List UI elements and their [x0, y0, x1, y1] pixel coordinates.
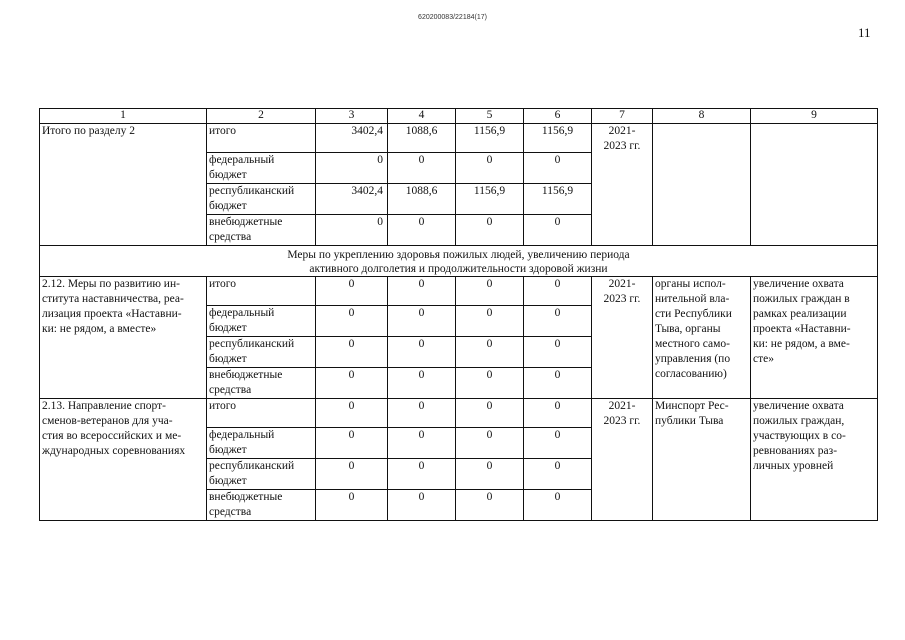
value-2023: 0	[524, 490, 592, 521]
measure-name: 2.12. Меры по развитию ин- ститута наставничества, реа- лизация проекта «Наставни- ки: не рядом, а вместе»	[40, 277, 207, 399]
value-total: 0	[316, 306, 388, 337]
total-name: Итого по разделу 2	[40, 124, 207, 246]
value-2023: 0	[524, 277, 592, 306]
executor: органы испол- нительной вла- сти Республики Тыва, органы местного само- управления (по согласованию)	[653, 277, 751, 399]
value-2021: 1088,6	[388, 184, 456, 215]
value-2021: 0	[388, 490, 456, 521]
column-number: 6	[524, 109, 592, 124]
value-2023: 0	[524, 306, 592, 337]
value-2022: 0	[456, 368, 524, 399]
column-numbers-row	[40, 109, 878, 124]
executor	[653, 124, 751, 246]
page-number: 11	[858, 25, 871, 40]
value-2022: 0	[456, 153, 524, 184]
value-total: 3402,4	[316, 184, 388, 215]
value-2021: 0	[388, 368, 456, 399]
value-2022: 1156,9	[456, 184, 524, 215]
value-2021: 1088,6	[388, 124, 456, 153]
column-number: 1	[40, 109, 207, 124]
value-total: 0	[316, 277, 388, 306]
column-number: 4	[388, 109, 456, 124]
value-total: 0	[316, 337, 388, 368]
document-code: 620200083/22184(17)	[418, 14, 487, 21]
table-row	[40, 277, 878, 306]
value-2023: 1156,9	[524, 124, 592, 153]
funding-source: итого	[207, 399, 316, 428]
value-2023: 0	[524, 153, 592, 184]
measure-name: 2.13. Направление спорт- сменов-ветеранов для уча- стия во всероссийских и ме- ждународных соревнованиях	[40, 399, 207, 521]
value-2023: 0	[524, 428, 592, 459]
funding-source: внебюджетные средства	[207, 368, 316, 399]
section-header-row	[40, 246, 878, 277]
funding-source: федеральный бюджет	[207, 428, 316, 459]
table-row	[40, 399, 878, 428]
value-2022: 0	[456, 337, 524, 368]
value-total: 0	[316, 459, 388, 490]
value-2022: 0	[456, 277, 524, 306]
value-2022: 0	[456, 399, 524, 428]
value-total: 0	[316, 399, 388, 428]
value-2021: 0	[388, 399, 456, 428]
value-total: 0	[316, 368, 388, 399]
column-number: 9	[751, 109, 878, 124]
expected-result: увеличение охвата пожилых граждан, участвующих в со- ревнованиях раз- личных уровней	[751, 399, 878, 521]
column-number: 3	[316, 109, 388, 124]
funding-source: внебюджетные средства	[207, 215, 316, 246]
value-2021: 0	[388, 428, 456, 459]
value-total: 0	[316, 490, 388, 521]
value-2023: 0	[524, 459, 592, 490]
executor: Минспорт Рес- публики Тыва	[653, 399, 751, 521]
expected-result: увеличение охвата пожилых граждан в рамках реализации проекта «Наставни- ки: не рядом, а вме- сте»	[751, 277, 878, 399]
value-total: 0	[316, 428, 388, 459]
table-row	[40, 124, 878, 153]
value-2021: 0	[388, 337, 456, 368]
value-2021: 0	[388, 153, 456, 184]
measures-table	[39, 108, 878, 521]
funding-source: итого	[207, 277, 316, 306]
funding-source: республиканский бюджет	[207, 459, 316, 490]
column-number: 2	[207, 109, 316, 124]
funding-source: федеральный бюджет	[207, 306, 316, 337]
value-total: 0	[316, 215, 388, 246]
funding-source: итого	[207, 124, 316, 153]
column-number: 5	[456, 109, 524, 124]
funding-source: федеральный бюджет	[207, 153, 316, 184]
funding-source: внебюджетные средства	[207, 490, 316, 521]
value-2022: 0	[456, 490, 524, 521]
value-2021: 0	[388, 459, 456, 490]
funding-source: республиканский бюджет	[207, 337, 316, 368]
value-2022: 0	[456, 306, 524, 337]
value-2021: 0	[388, 215, 456, 246]
value-2023: 1156,9	[524, 184, 592, 215]
value-2023: 0	[524, 215, 592, 246]
period: 2021- 2023 гг.	[592, 124, 653, 246]
result	[751, 124, 878, 246]
value-2021: 0	[388, 277, 456, 306]
funding-source: республиканский бюджет	[207, 184, 316, 215]
value-2022: 0	[456, 215, 524, 246]
section-title: Меры по укреплению здоровья пожилых людей, увеличению периода активного долголетия и продолжительности здоровой жизни	[40, 246, 878, 277]
value-2021: 0	[388, 306, 456, 337]
column-number: 7	[592, 109, 653, 124]
period: 2021- 2023 гг.	[592, 277, 653, 399]
period: 2021- 2023 гг.	[592, 399, 653, 521]
value-2022: 1156,9	[456, 124, 524, 153]
value-2023: 0	[524, 337, 592, 368]
value-2023: 0	[524, 399, 592, 428]
column-number: 8	[653, 109, 751, 124]
value-2023: 0	[524, 368, 592, 399]
value-total: 3402,4	[316, 124, 388, 153]
value-2022: 0	[456, 459, 524, 490]
value-2022: 0	[456, 428, 524, 459]
value-total: 0	[316, 153, 388, 184]
